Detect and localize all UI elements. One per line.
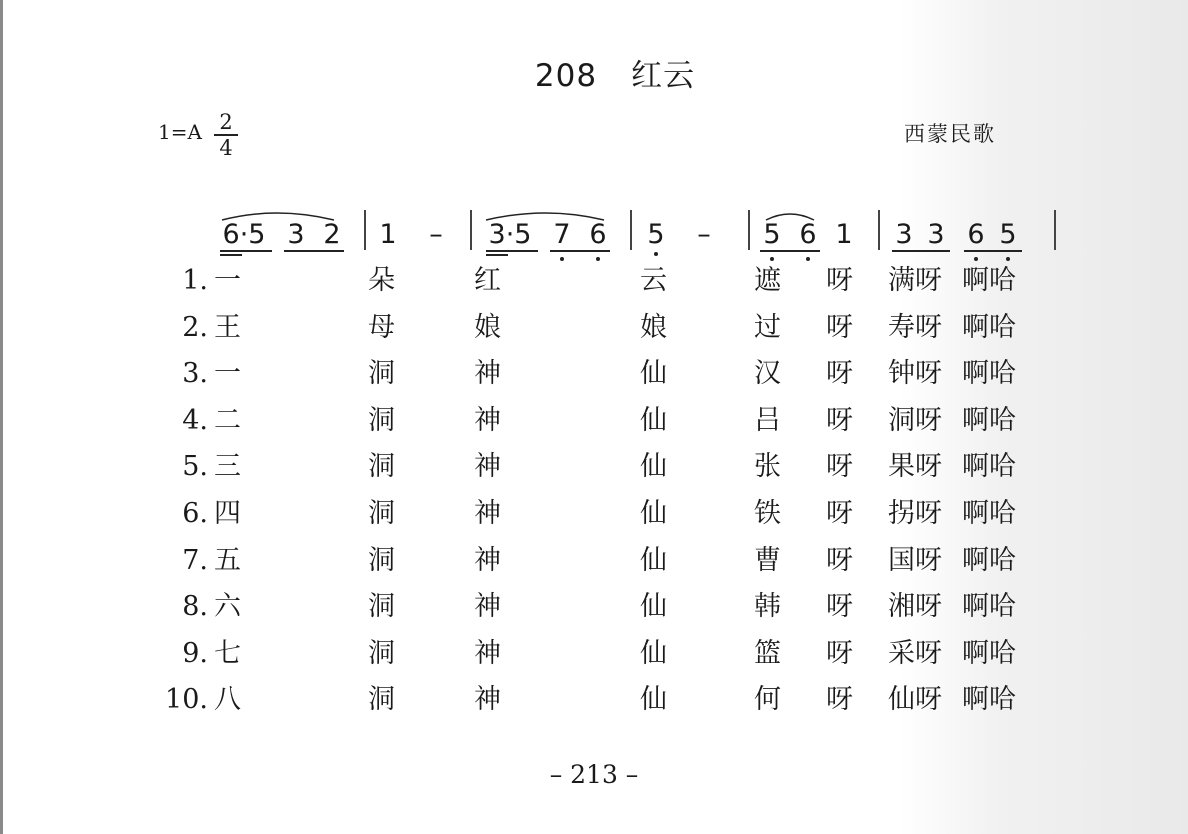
beam-line: [486, 254, 508, 256]
octave-dot: [974, 257, 978, 261]
lyric-word: 张: [754, 451, 781, 482]
lyric-word: 神: [474, 545, 501, 576]
lyric-word: 红: [474, 265, 501, 296]
lyric-word: 七: [214, 638, 241, 669]
lyric-word: 洞: [368, 451, 395, 482]
lyric-word: 神: [474, 498, 501, 529]
beam-line: [760, 250, 820, 252]
song-title: [0, 50, 1188, 95]
lyric-word: 湘呀: [888, 591, 942, 622]
song-name: 红云: [631, 58, 696, 94]
lyric-word: 三: [214, 451, 241, 482]
octave-dot: [654, 252, 658, 256]
lyric-word: 铁: [754, 498, 781, 529]
notation-line: [0, 200, 1188, 260]
verse-number: 2.: [182, 312, 208, 343]
beam-line: [220, 254, 242, 256]
note: –: [697, 219, 711, 250]
lyric-word: 洞: [368, 498, 395, 529]
time-signature: [214, 112, 238, 158]
lyric-word: 韩: [754, 591, 781, 622]
lyric-word: 呀: [826, 265, 853, 296]
beam-line: [284, 250, 344, 252]
note: –: [429, 219, 443, 250]
lyric-word: 呀: [826, 358, 853, 389]
time-signature-bottom: 4: [219, 135, 233, 160]
bar-line: [364, 210, 366, 250]
lyric-word: 神: [474, 684, 501, 715]
lyric-word: 一: [214, 265, 241, 296]
lyric-word: 啊哈: [962, 312, 1016, 343]
octave-dot: [560, 257, 564, 261]
lyric-word: 云: [640, 265, 667, 296]
note: 3: [287, 219, 305, 250]
lyric-word: 王: [214, 312, 241, 343]
lyric-word: 汉: [754, 358, 781, 389]
lyric-word: 啊哈: [962, 498, 1016, 529]
octave-dot: [806, 257, 810, 261]
lyric-word: 啊哈: [962, 451, 1016, 482]
note: 6: [589, 219, 607, 250]
lyric-word: 呀: [826, 638, 853, 669]
lyric-word: 篮: [754, 638, 781, 669]
note: 3: [927, 219, 945, 250]
note: 1: [379, 219, 397, 250]
note: 6: [967, 219, 985, 250]
lyric-word: 神: [474, 451, 501, 482]
note: 5: [763, 219, 781, 250]
lyric-word: 啊哈: [962, 545, 1016, 576]
lyric-word: 呀: [826, 451, 853, 482]
lyric-word: 仙: [640, 405, 667, 436]
lyric-word: 五: [214, 545, 241, 576]
lyric-word: 仙: [640, 498, 667, 529]
lyric-word: 神: [474, 591, 501, 622]
lyric-word: 神: [474, 358, 501, 389]
lyric-word: 仙: [640, 451, 667, 482]
song-source: 西蒙民歌: [904, 122, 996, 146]
lyric-word: 洞: [368, 545, 395, 576]
beam-line: [220, 250, 272, 252]
lyric-word: 神: [474, 638, 501, 669]
page-number: – 213 –: [549, 760, 639, 789]
lyric-word: 四: [214, 498, 241, 529]
verse-number: 1.: [182, 265, 208, 296]
lyric-word: 呀: [826, 684, 853, 715]
lyric-word: 啊哈: [962, 358, 1016, 389]
lyric-word: 仙呀: [888, 684, 942, 715]
lyric-word: 仙: [640, 358, 667, 389]
verse-number: 3.: [182, 358, 208, 389]
song-number: 208: [534, 58, 598, 94]
lyric-word: 洞呀: [888, 405, 942, 436]
verse-number: 9.: [182, 638, 208, 669]
lyric-word: 啊哈: [962, 591, 1016, 622]
lyric-word: 神: [474, 405, 501, 436]
note: 2: [323, 219, 341, 250]
lyric-word: 果呀: [888, 451, 942, 482]
lyric-word: 采呀: [888, 638, 942, 669]
lyric-word: 洞: [368, 405, 395, 436]
note: 7: [553, 219, 571, 250]
lyric-word: 啊哈: [962, 265, 1016, 296]
lyric-word: 娘: [474, 312, 501, 343]
lyric-word: 仙: [640, 545, 667, 576]
note: 6: [799, 219, 817, 250]
note: 5: [647, 219, 665, 250]
verse-number: 7.: [182, 545, 208, 576]
lyric-word: 呀: [826, 312, 853, 343]
lyric-word: 洞: [368, 638, 395, 669]
lyric-word: 呀: [826, 498, 853, 529]
lyric-word: 啊哈: [962, 684, 1016, 715]
lyric-word: 钟呀: [888, 358, 942, 389]
verse-number: 4.: [182, 405, 208, 436]
lyric-word: 满呀: [888, 265, 942, 296]
lyric-word: 仙: [640, 591, 667, 622]
lyric-word: 一: [214, 358, 241, 389]
octave-dot: [596, 257, 600, 261]
lyric-word: 洞: [368, 358, 395, 389]
verse-number: 8.: [182, 591, 208, 622]
lyric-word: 寿呀: [888, 312, 942, 343]
lyric-word: 啊哈: [962, 638, 1016, 669]
verse-number: 10.: [165, 684, 208, 715]
note: 1: [835, 219, 853, 250]
lyric-word: 仙: [640, 638, 667, 669]
lyric-word: 六: [214, 591, 241, 622]
key-label: 1=A: [158, 120, 202, 144]
note: 5: [999, 219, 1017, 250]
lyric-word: 国呀: [888, 545, 942, 576]
lyric-word: 八: [214, 684, 241, 715]
lyric-word: 呀: [826, 545, 853, 576]
note: 6·5: [222, 219, 266, 250]
lyric-word: 遮: [754, 265, 781, 296]
lyric-word: 啊哈: [962, 405, 1016, 436]
lyric-word: 何: [754, 684, 781, 715]
verse-number: 5.: [182, 451, 208, 482]
beam-line: [550, 250, 610, 252]
beam-line: [964, 250, 1022, 252]
lyric-word: 曹: [754, 545, 781, 576]
bar-line: [630, 210, 632, 250]
lyric-word: 吕: [754, 405, 781, 436]
lyric-word: 母: [368, 312, 395, 343]
page-left-edge: [0, 0, 3, 834]
octave-dot: [770, 257, 774, 261]
lyric-word: 仙: [640, 684, 667, 715]
note: 3: [895, 219, 913, 250]
lyric-word: 洞: [368, 684, 395, 715]
lyric-word: 拐呀: [888, 498, 942, 529]
verse-number: 6.: [182, 498, 208, 529]
time-signature-top: 2: [219, 110, 233, 134]
bar-line: [748, 210, 750, 250]
note: 3·5: [488, 219, 532, 250]
lyric-word: 朵: [368, 265, 395, 296]
bar-line: [470, 210, 472, 250]
beam-line: [486, 250, 538, 252]
lyric-word: 呀: [826, 405, 853, 436]
lyric-word: 呀: [826, 591, 853, 622]
bar-line: [1054, 210, 1056, 250]
bar-line: [878, 210, 880, 250]
beam-line: [892, 250, 950, 252]
lyric-word: 娘: [640, 312, 667, 343]
lyric-word: 过: [754, 312, 781, 343]
lyric-word: 洞: [368, 591, 395, 622]
lyric-word: 二: [214, 405, 241, 436]
octave-dot: [1006, 257, 1010, 261]
